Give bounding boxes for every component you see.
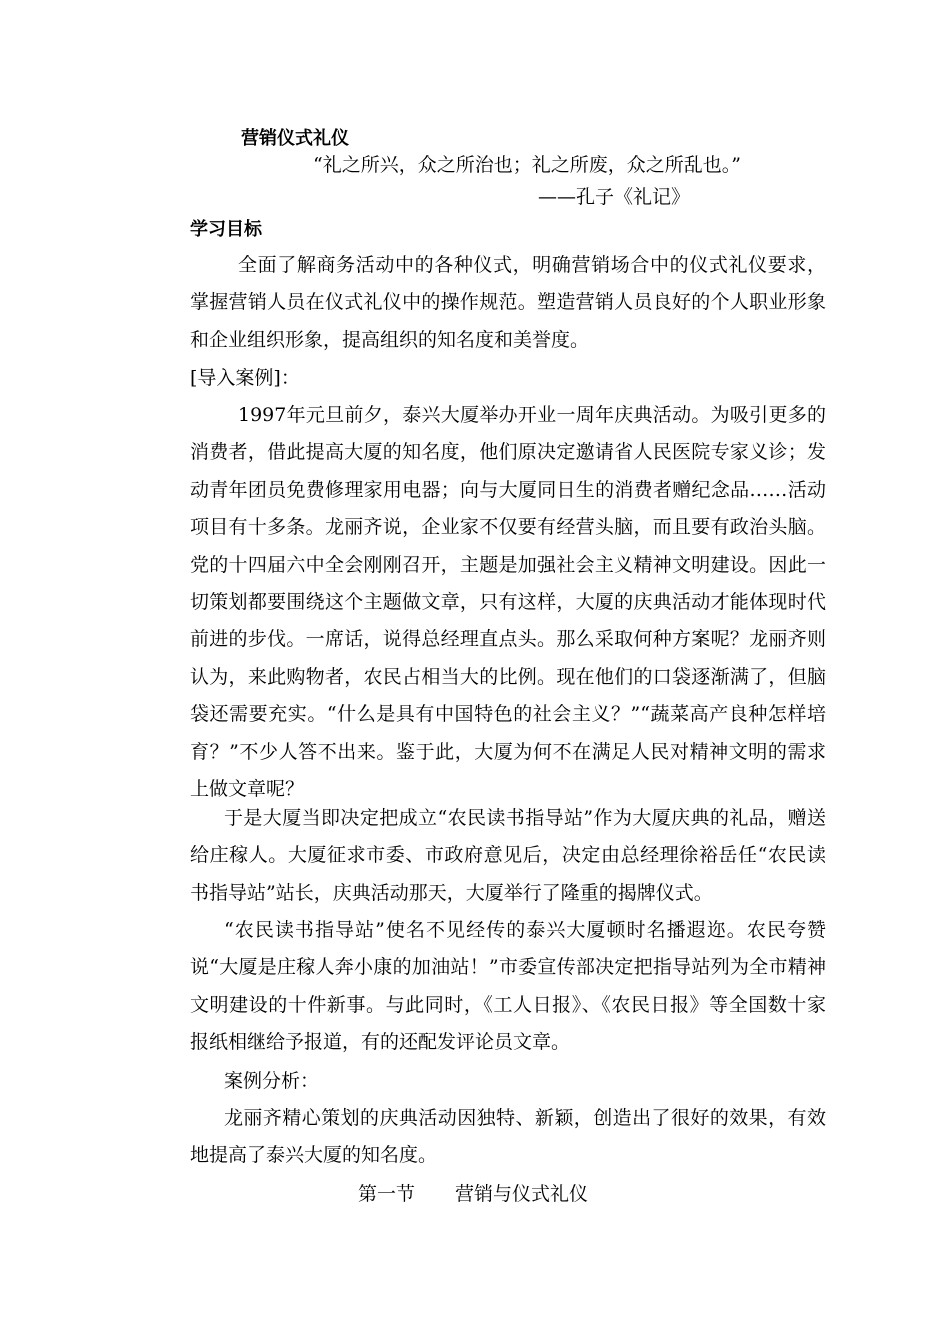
analysis-label: 案例分析： — [224, 1070, 320, 1092]
goals-paragraph: 全面了解商务活动中的各种仪式，明确营销场合中的仪式礼仪要求，掌握营销人员在仪式礼仪中的操作规范。塑造营销人员良好的个人职业形象和企业组织形象，提高组织的知名度和美誉度。 — [190, 254, 826, 351]
case-paragraph: 1997年元旦前夕，泰兴大厦举办开业一周年庆典活动。为吸引更多的消费者，借此提高大厦的知名度，他们原决定邀请省人民医院专家义诊；发动青年团员免费修理家用电器；向与大厦同日生的消费者赠纪念品……活动项目有十多条。龙丽齐说，企业家不仅要有经营头脑，而且要有政治头脑。党的十四届六中全会刚刚召开，主题是加强社会主义精神文明建设。因此一切策划都要围绕这个主题做文章，只有这样，大厦的庆典活动才能体现时代前进的步伐。一席话，说得总经理直点头。那么采取何种方案呢？龙丽齐则认为，来此购物者，农民占相当大的比例。现在他们的口袋逐渐满了，但脑袋还需要充实。“什么是具有中国特色的社会主义？”“蔬菜高产良种怎样培育？”不少人答不出来。鉴于此，大厦为何不在满足人民对精神文明的需求上做文章呢？ — [190, 404, 826, 801]
epigraph-attribution: ——孔子《礼记》 — [538, 186, 691, 208]
section-number: 第一节 — [358, 1183, 416, 1205]
section-title: 营销与仪式礼仪 — [455, 1183, 589, 1205]
case-paragraph: “农民读书指导站”使名不见经传的泰兴大厦顿时名播遐迩。农民夸赞说“大厦是庄稼人奔小康的加油站！”市委宣传部决定把指导站列为全市精神文明建设的十件新事。与此同时，《工人日报》、《农民日报》等全国数十家报纸相继给予报道，有的还配发评论员文章。 — [190, 919, 826, 1054]
section-heading — [358, 1182, 588, 1206]
document-title: 营销仪式礼仪 — [241, 128, 349, 149]
case-paragraph: 于是大厦当即决定把成立“农民读书指导站”作为大厦庆典的礼品，赠送给庄稼人。大厦征求市委、市政府意见后，决定由总经理徐裕岳任“农民读书指导站”站长，庆典活动那天，大厦举行了隆重的揭牌仪式。 — [190, 807, 826, 904]
goals-heading: 学习目标 — [190, 219, 262, 240]
analysis-paragraph: 龙丽齐精心策划的庆典活动因独特、新颖，创造出了很好的效果，有效地提高了泰兴大厦的知名度。 — [190, 1107, 826, 1167]
epigraph-quote: “礼之所兴，众之所治也；礼之所废，众之所乱也。” — [313, 154, 741, 176]
case-intro-label: [导入案例]： — [190, 367, 300, 389]
